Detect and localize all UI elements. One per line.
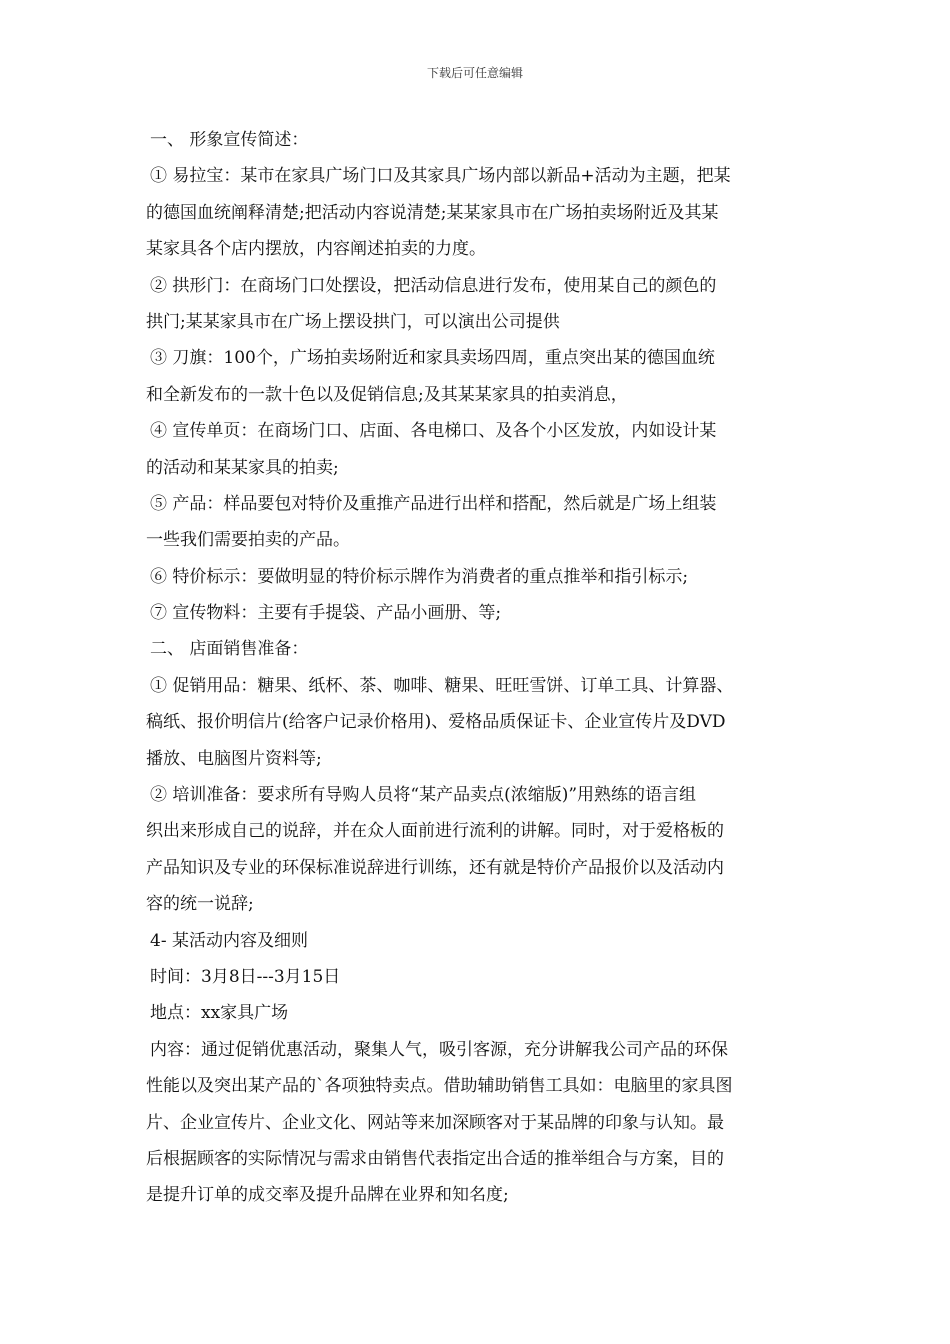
text-line: 一些我们需要拍卖的产品。 xyxy=(146,530,350,551)
text-line: 内容：通过促销优惠活动，聚集人气，吸引客源，充分讲解我公司产品的环保 xyxy=(150,1039,728,1060)
text-line: 是提升订单的成交率及提升品牌在业界和知名度; xyxy=(146,1185,509,1206)
text-line: 一、 形象宣传简述： xyxy=(150,130,309,150)
text-line: 播放、电脑图片资料等; xyxy=(146,748,322,769)
text-line: 某家具各个店内摆放，内容阐述拍卖的力度。 xyxy=(146,239,486,260)
text-line: ② 培训准备：要求所有导购人员将“某产品卖点(浓缩版)”用熟练的语言组 xyxy=(150,785,697,806)
text-line: 性能以及突出某产品的`各项独特卖点。借助辅助销售工具如：电脑里的家具图 xyxy=(146,1076,733,1097)
text-line: ④ 宣传单页：在商场门口、店面、各电梯口、及各个小区发放，内如设计某 xyxy=(150,421,717,442)
text-line: ① 易拉宝：某市在家具广场门口及其家具广场内部以新品+活动为主题，把某 xyxy=(150,166,731,187)
text-line: 和全新发布的一款十色以及促销信息;及其某某家具的拍卖消息， xyxy=(146,384,628,405)
document-body xyxy=(146,122,810,1214)
text-line: 片、企业宣传片、企业文化、网站等来加深顾客对于某品牌的印象与认知。最 xyxy=(146,1112,724,1133)
text-line: ① 促销用品：糖果、纸杯、茶、咖啡、糖果、旺旺雪饼、订单工具、计算器、 xyxy=(150,675,734,696)
text-line: 时间：3月8日---3月15日 xyxy=(150,966,341,987)
page-header: 下载后可任意编辑 xyxy=(426,66,523,80)
text-line: 稿纸、报价明信片(给客户记录价格用)、爱格品质保证卡、企业宣传片及DVD xyxy=(146,712,726,733)
text-line: ⑤ 产品：样品要包对特价及重推产品进行出样和搭配，然后就是广场上组装 xyxy=(150,493,717,514)
text-line: 地点：xx家具广场 xyxy=(150,1003,289,1024)
text-line: ⑥ 特价标示：要做明显的特价标示牌作为消费者的重点推举和指引标示; xyxy=(150,566,689,587)
text-line: ② 拱形门：在商场门口处摆设，把活动信息进行发布，使用某自己的颜色的 xyxy=(150,275,717,296)
text-line: 后根据顾客的实际情况与需求由销售代表指定出合适的推举组合与方案，目的 xyxy=(146,1148,724,1169)
text-line: 的活动和某某家具的拍卖; xyxy=(146,457,339,478)
text-line: 拱门;某某家具市在广场上摆设拱门，可以演出公司提供 xyxy=(146,311,560,332)
text-line: ③ 刀旗：100个，广场拍卖场附近和家具卖场四周，重点突出某的德国血统 xyxy=(150,348,715,369)
text-line: ⑦ 宣传物料：主要有手提袋、产品小画册、等; xyxy=(150,603,502,624)
text-line: 织出来形成自己的说辞，并在众人面前进行流利的讲解。同时，对于爱格板的 xyxy=(146,821,724,842)
text-line: 4- 某活动内容及细则 xyxy=(150,930,308,951)
text-line: 的德国血统阐释清楚;把活动内容说清楚;某某家具市在广场拍卖场附近及其某 xyxy=(146,202,719,223)
text-line: 二、 店面销售准备： xyxy=(150,639,309,660)
text-line: 容的统一说辞; xyxy=(146,894,254,915)
text-line: 产品知识及专业的环保标准说辞进行训练，还有就是特价产品报价以及活动内 xyxy=(146,857,724,878)
